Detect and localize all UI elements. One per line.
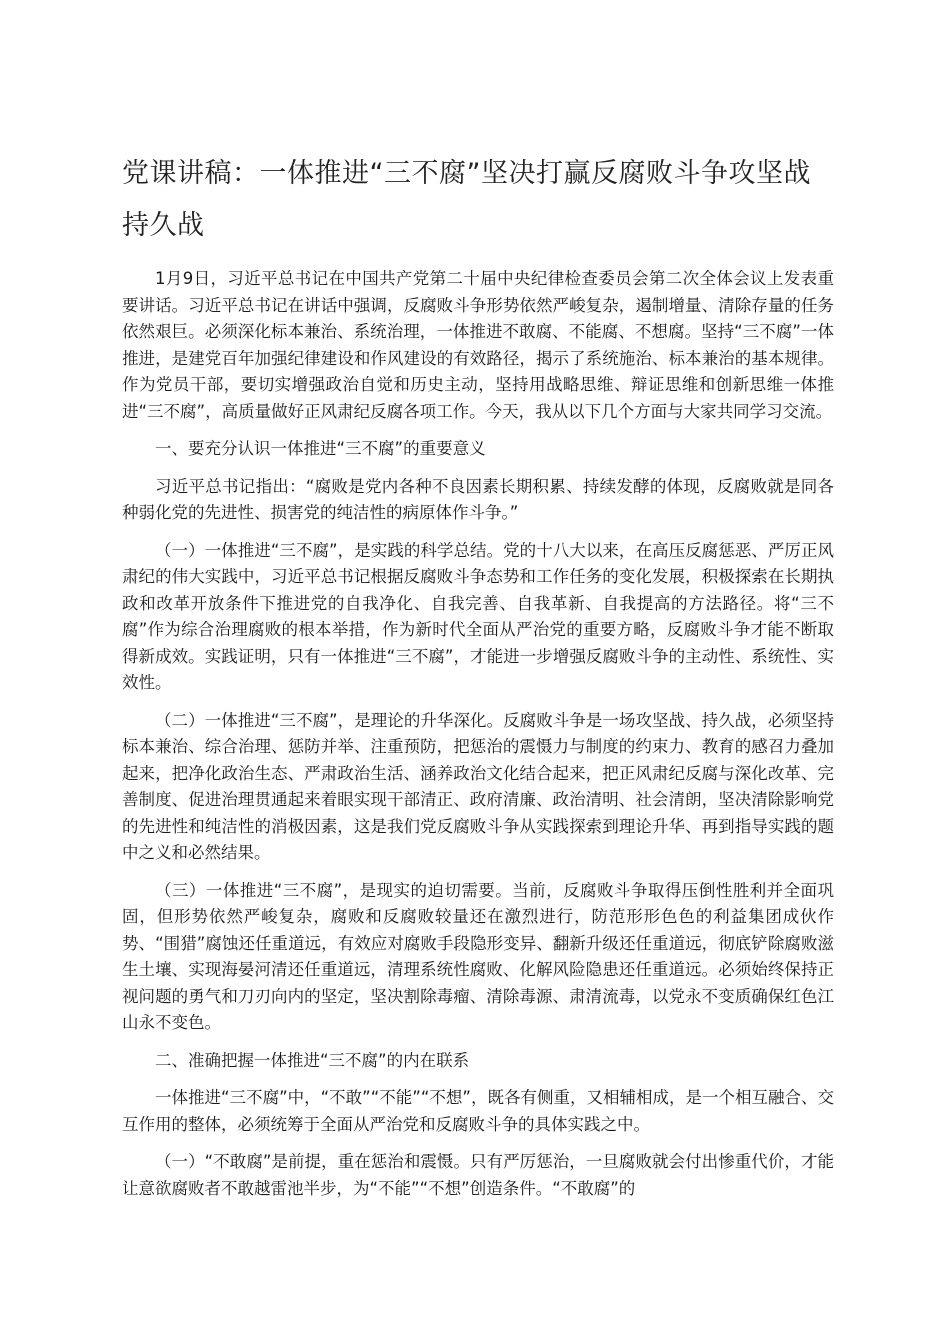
intro-paragraph: 1月9日，习近平总书记在中国共产党第二十届中央纪律检查委员会第二次全体会议上发表重要讲话。习近平总书记在讲话中强调，反腐败斗争形势依然严峻复杂，遏制增量、清除存量的任务依然艰巨。必须深化标本兼治、系统治理，一体推进不敢腐、不能腐、不想腐。坚持“三不腐”一体推进，是建党百年加强纪律建设和作风建设的有效路径，揭示了系统施治、标本兼治的基本规律。作为党员干部，要切实增强政治自觉和历史主动，坚持用战略思维、辩证思维和创新思维一体推进“三不腐”，高质量做好正风肃纪反腐各项工作。今天，我从以下几个方面与大家共同学习交流。 [122,269,834,421]
section-2-intro-paragraph: 一体推进“三不腐”中，“不敢”“不能”“不想”，既各有侧重，又相辅相成，是一个相互融合、交互作用的整体，必须统筹于全面从严治党和反腐败斗争的具体实践之中。 [122,1088,834,1134]
document-body [122,148,834,1213]
subsection-paragraph-2-1: （一）“不敢腐”是前提，重在惩治和震慑。只有严厉惩治，一旦腐败就会付出惨重代价，才能让意欲腐败者不敢越雷池半步，为“不能”“不想”创造条件。“不敢腐”的 [122,1152,834,1198]
subsection-paragraph-1-3: （三）一体推进“三不腐”，是现实的迫切需要。当前，反腐败斗争取得压倒性胜利并全面巩固，但形势依然严峻复杂，腐败和反腐败较量还在激烈进行，防范形形色色的利益集团成伙作势、“围猎”腐蚀还任重道远，有效应对腐败手段隐形变异、翻新升级还任重道远，彻底铲除腐败滋生土壤、实现海晏河清还任重道远，清理系统性腐败、化解风险隐患还任重道远。必须始终保持正视问题的勇气和刀刃向内的坚定，坚决割除毒瘤、清除毒源、肃清流毒，以党永不变质确保红色江山永不变色。 [122,880,834,1032]
quote-paragraph: 习近平总书记指出：“腐败是党内各种不良因素长期积累、持续发酵的体现，反腐败就是同各种弱化党的先进性、损害党的纯洁性的病原体作斗争。” [122,476,834,522]
subsection-paragraph-1-2: （二）一体推进“三不腐”，是理论的升华深化。反腐败斗争是一场攻坚战、持久战，必须坚持标本兼治、综合治理、惩防并举、注重预防，把惩治的震慑力与制度的约束力、教育的感召力叠加起来，把净化政治生态、严肃政治生活、涵养政治文化结合起来，把正风肃纪反腐与深化改革、完善制度、促进治理贯通起来着眼实现干部清正、政府清廉、政治清明、社会清朗，坚决清除影响党的先进性和纯洁性的消极因素，这是我们党反腐败斗争从实践探索到理论升华、再到指导实践的题中之义和必然结果。 [122,710,834,862]
section-heading-2: 二、准确把握一体推进“三不腐”的内在联系 [155,1050,470,1070]
subsection-paragraph-1-1: （一）一体推进“三不腐”，是实践的科学总结。党的十八大以来，在高压反腐惩恶、严厉正风肃纪的伟大实践中，习近平总书记根据反腐败斗争态势和工作任务的变化发展，积极探索在长期执政和改革开放条件下推进党的自我净化、自我完善、自我革新、自我提高的方法路径。将“三不腐”作为综合治理腐败的根本举措，作为新时代全面从严治党的重要方略，反腐败斗争才能不断取得新成效。实践证明，只有一体推进“三不腐”，才能进一步增强反腐败斗争的主动性、系统性、实效性。 [122,540,834,692]
document-title: 党课讲稿：一体推进“三不腐”坚决打赢反腐败斗争攻坚战持久战 [122,158,811,241]
section-heading-1: 一、要充分认识一体推进“三不腐”的重要意义 [155,439,486,458]
